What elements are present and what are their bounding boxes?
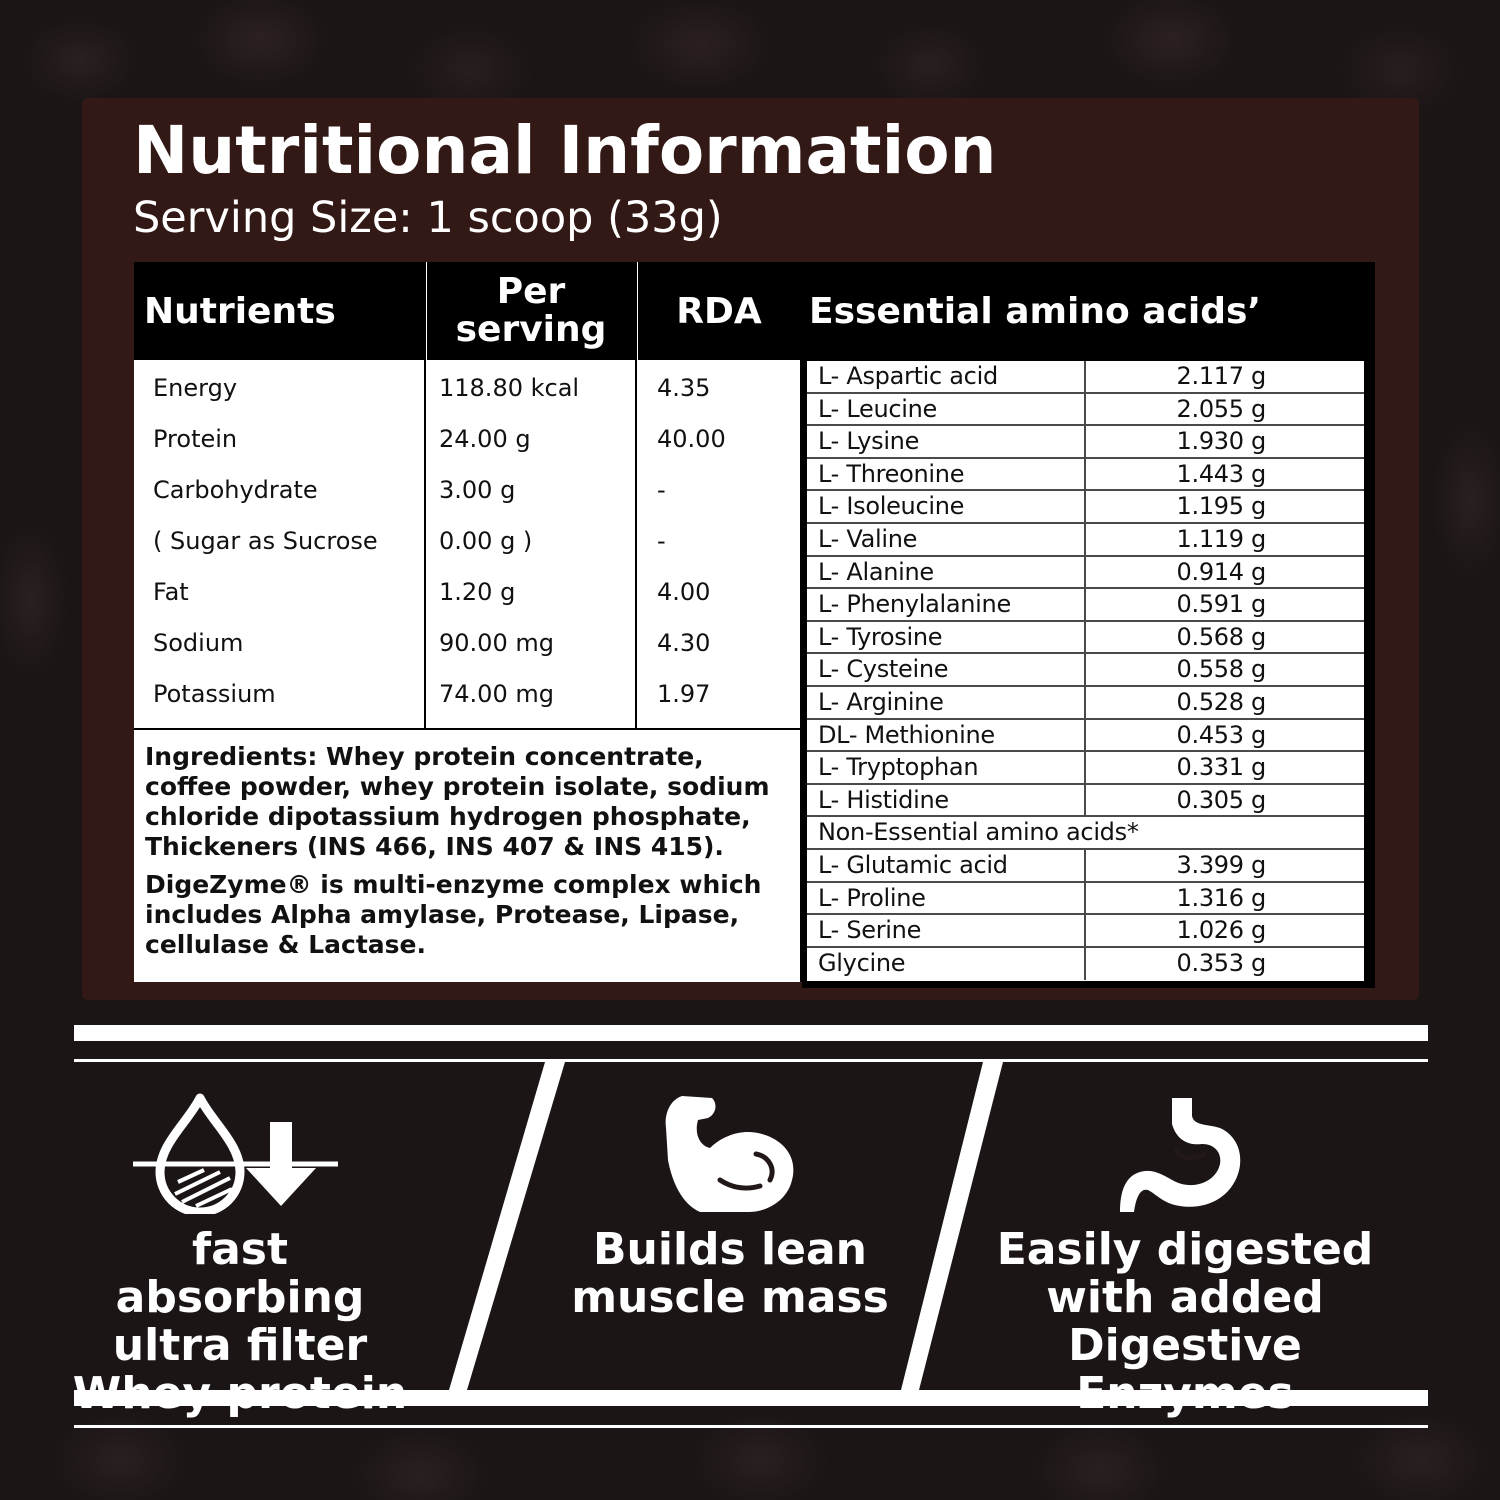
amino-name: L- Threonine	[818, 459, 965, 488]
amino-name: L- Glutamic acid	[818, 851, 1008, 879]
feature-line: Digestive Enzymes	[1068, 1320, 1302, 1419]
feature-line: ultra filter	[112, 1320, 368, 1371]
water-drop-absorb-icon	[130, 1092, 340, 1214]
amino-value: 2.117 g	[1176, 362, 1266, 390]
column-header-per-serving: Per serving	[427, 262, 635, 360]
amino-value: 0.568 g	[1176, 622, 1266, 651]
amino-name: L- Arginine	[818, 688, 944, 716]
nutrient-name: Carbohydrate	[153, 476, 318, 504]
amino-value: 2.055 g	[1176, 394, 1266, 423]
amino-name: L- Isoleucine	[818, 492, 965, 521]
page-title: Nutritional Information	[133, 112, 997, 189]
slant-divider-1	[449, 1062, 565, 1390]
column-header-nutrients: Nutrients	[134, 262, 424, 360]
feature-line: Builds lean	[593, 1224, 867, 1275]
amino-name: L- Cysteine	[818, 655, 949, 684]
nutrient-name: Protein	[153, 425, 238, 453]
feature-line: Whey protein	[72, 1368, 408, 1419]
feature-lean-muscle	[560, 1226, 900, 1322]
amino-value: 1.026 g	[1176, 916, 1266, 945]
amino-name: L- Histidine	[818, 785, 949, 814]
amino-name: L- Proline	[818, 883, 926, 912]
amino-value: 0.558 g	[1176, 655, 1266, 684]
feature-line: fast absorbing	[115, 1224, 365, 1323]
amino-value: 0.528 g	[1176, 688, 1266, 716]
nutrient-name: Energy	[153, 374, 238, 402]
amino-name: DL- Methionine	[818, 720, 995, 749]
feature-fast-absorbing	[60, 1226, 420, 1418]
amino-value: 0.305 g	[1176, 785, 1266, 814]
nutrient-per-serving: 1.20 g	[439, 578, 516, 606]
amino-value: 1.316 g	[1176, 883, 1266, 912]
amino-value: 0.331 g	[1176, 753, 1266, 782]
nutrient-per-serving: 74.00 mg	[439, 680, 554, 708]
amino-value: 0.914 g	[1176, 557, 1266, 586]
nutrient-per-serving: 118.80 kcal	[439, 374, 580, 402]
amino-name: L- Leucine	[818, 394, 938, 423]
column-header-rda: RDA	[638, 262, 800, 360]
serving-size: Serving Size: 1 scoop (33g)	[133, 193, 723, 243]
flexed-bicep-icon	[660, 1094, 802, 1214]
nutrient-rda: 4.35	[657, 374, 711, 402]
amino-value: 0.453 g	[1176, 720, 1266, 749]
feature-digestive-enzymes	[960, 1226, 1410, 1418]
feature-line: Easily digested	[996, 1224, 1374, 1275]
amino-name: Glycine	[818, 948, 906, 977]
stomach-icon	[1116, 1094, 1244, 1216]
amino-name: L- Alanine	[818, 557, 934, 586]
nutrient-name: Potassium	[153, 680, 276, 708]
nutrient-per-serving: 24.00 g	[439, 425, 531, 453]
nutrient-rda: 1.97	[657, 680, 711, 708]
amino-name: L- Tyrosine	[818, 622, 943, 651]
amino-name: L- Tryptophan	[818, 753, 979, 782]
amino-name: L- Aspartic acid	[818, 362, 998, 390]
nutrient-rda: 4.00	[657, 578, 711, 606]
nutrient-rda: -	[657, 476, 666, 504]
amino-value: 1.195 g	[1176, 492, 1266, 521]
feature-line: with added	[1046, 1272, 1324, 1323]
amino-value: 1.443 g	[1176, 459, 1266, 488]
nutrient-name: Sodium	[153, 629, 244, 657]
amino-value: 1.119 g	[1176, 525, 1266, 553]
amino-name: L- Serine	[818, 916, 922, 945]
nutrient-rda: 4.30	[657, 629, 711, 657]
digezyme-text: DigeZyme® is multi-enzyme complex which includes Alpha amylase, Protease, Lipase, cellulase & Lactase.	[145, 870, 762, 959]
feature-line: muscle mass	[571, 1272, 889, 1323]
non-essential-title: Non-Essential amino acids*	[818, 818, 1139, 847]
amino-value: 3.399 g	[1176, 851, 1266, 879]
amino-name: L- Phenylalanine	[818, 590, 1011, 619]
ingredients-text: Ingredients: Whey protein concentrate, coffee powder, whey protein isolate, sodium chloride dipotassium hydrogen phosphate, Thickeners (INS 466, INS 407 & INS 415).	[145, 742, 770, 861]
amino-value: 1.930 g	[1176, 427, 1266, 456]
amino-acids-header: Essential amino acids’	[802, 262, 1375, 360]
nutrient-name: Fat	[153, 578, 189, 606]
nutrient-rda: 40.00	[657, 425, 726, 453]
nutrient-per-serving: 90.00 mg	[439, 629, 554, 657]
amino-value: 0.591 g	[1176, 590, 1266, 619]
nutrient-per-serving: 0.00 g )	[439, 527, 533, 555]
nutrient-rda: -	[657, 527, 666, 555]
amino-name: L- Lysine	[818, 427, 920, 456]
amino-value: 0.353 g	[1176, 948, 1266, 977]
nutrient-name: ( Sugar as Sucrose	[153, 527, 378, 555]
nutrient-per-serving: 3.00 g	[439, 476, 516, 504]
amino-name: L- Valine	[818, 525, 918, 553]
